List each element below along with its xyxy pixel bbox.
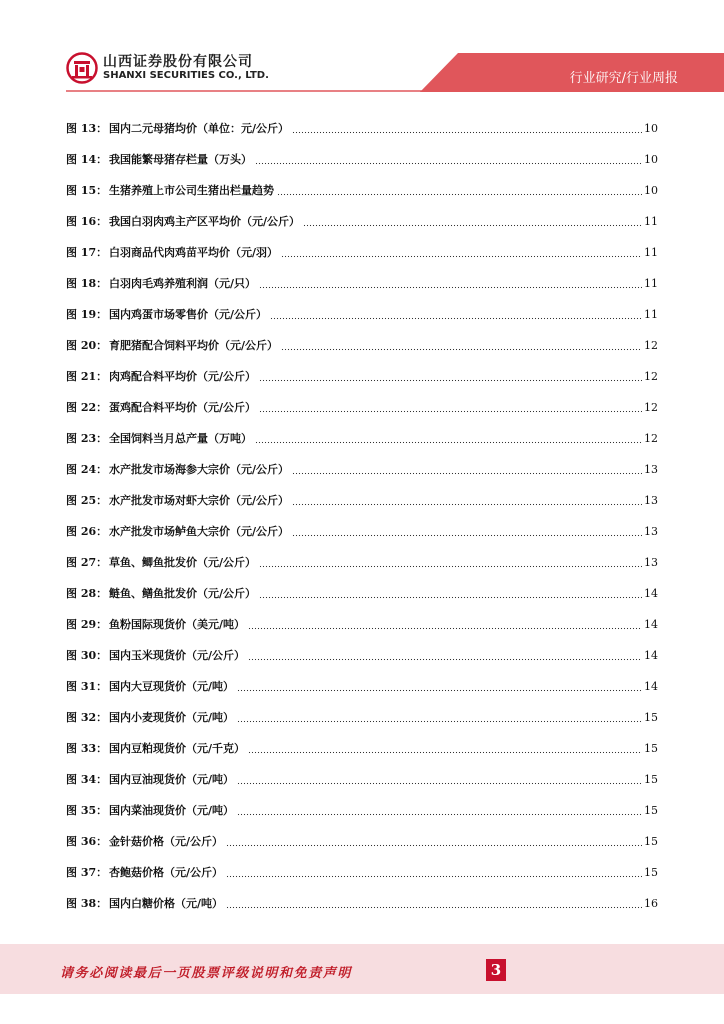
toc-title: 全国饲料当月总产量（万吨）: [109, 432, 252, 445]
toc-entry[interactable]: [66, 229, 658, 260]
toc-entry[interactable]: [66, 198, 658, 229]
toc-leader-dots: [237, 773, 642, 785]
toc-entry[interactable]: [66, 384, 658, 415]
toc-leader-dots: [292, 463, 642, 475]
toc-title: 育肥猪配合饲料平均价（元/公斤）: [109, 339, 279, 352]
toc-page-number: 12: [644, 401, 658, 414]
toc-leader-dots: [255, 432, 642, 444]
toc-title: 白羽商品代肉鸡苗平均价（元/羽）: [109, 246, 279, 259]
toc-entry[interactable]: [66, 353, 658, 384]
toc-entry[interactable]: [66, 136, 658, 167]
toc-leader-dots: [270, 308, 642, 320]
toc-figure-label: 图 33：: [66, 742, 108, 755]
toc-figure-label: 图 17：: [66, 246, 108, 259]
toc-title: 我国白羽肉鸡主产区平均价（元/公斤）: [109, 215, 301, 228]
toc-entry[interactable]: [66, 818, 658, 849]
toc-page-number: 14: [644, 649, 658, 662]
toc-entry[interactable]: [66, 291, 658, 322]
toc-figure-label: 图 35：: [66, 804, 108, 817]
toc-leader-dots: [259, 556, 642, 568]
toc-figure-label: 图 22：: [66, 401, 108, 414]
toc-entry[interactable]: [66, 167, 658, 198]
toc-figure-label: 图 14：: [66, 153, 108, 166]
toc-leader-dots: [303, 215, 642, 227]
toc-title: 白羽肉毛鸡养殖利润（元/只）: [109, 277, 257, 290]
toc-page-number: 14: [644, 587, 658, 600]
toc-figure-label: 图 16：: [66, 215, 108, 228]
toc-title: 鲢鱼、鳝鱼批发价（元/公斤）: [109, 587, 257, 600]
toc-leader-dots: [248, 618, 642, 630]
toc-title: 国内玉米现货价（元/公斤）: [109, 649, 246, 662]
toc-title: 金针菇价格（元/公斤）: [109, 835, 224, 848]
toc-title: 国内鸡蛋市场零售价（元/公斤）: [109, 308, 268, 321]
toc-title: 杏鲍菇价格（元/公斤）: [109, 866, 224, 879]
toc-page-number: 15: [644, 835, 658, 848]
toc-entry[interactable]: [66, 725, 658, 756]
toc-title: 肉鸡配合料平均价（元/公斤）: [109, 370, 257, 383]
toc-entry[interactable]: [66, 477, 658, 508]
toc-page-number: 12: [644, 432, 658, 445]
toc-title: 国内豆粕现货价（元/千克）: [109, 742, 246, 755]
toc-figure-label: 图 25：: [66, 494, 108, 507]
toc-page-number: 15: [644, 711, 658, 724]
toc-page-number: 12: [644, 339, 658, 352]
toc-page-number: 13: [644, 463, 658, 476]
toc-page-number: 11: [644, 215, 658, 228]
report-type: 行业研究/行业周报: [569, 71, 678, 86]
toc-figure-label: 图 31：: [66, 680, 108, 693]
disclaimer-text: 请务必阅读最后一页股票评级说明和免责声明: [60, 966, 353, 981]
toc-figure-label: 图 32：: [66, 711, 108, 724]
toc-title: 国内白糖价格（元/吨）: [109, 897, 224, 910]
page-header: [0, 0, 724, 92]
toc-leader-dots: [259, 370, 642, 382]
toc-figure-label: 图 27：: [66, 556, 108, 569]
toc-entry[interactable]: [66, 570, 658, 601]
toc-entry[interactable]: [66, 756, 658, 787]
toc-page-number: 11: [644, 308, 658, 321]
toc-leader-dots: [237, 804, 642, 816]
toc-figure-label: 图 38：: [66, 897, 108, 910]
toc-leader-dots: [292, 122, 642, 134]
toc-figure-label: 图 13：: [66, 122, 108, 135]
toc-figure-label: 图 20：: [66, 339, 108, 352]
toc-leader-dots: [237, 711, 642, 723]
toc-page-number: 12: [644, 370, 658, 383]
toc-title: 草鱼、鲫鱼批发价（元/公斤）: [109, 556, 257, 569]
toc-page-number: 13: [644, 556, 658, 569]
toc-title: 生猪养殖上市公司生猪出栏量趋势: [109, 184, 274, 197]
toc-entry[interactable]: [66, 787, 658, 818]
toc-page-number: 13: [644, 494, 658, 507]
toc-page-number: 11: [644, 246, 658, 259]
toc-figure-label: 图 19：: [66, 308, 108, 321]
toc-leader-dots: [281, 246, 642, 258]
toc-page-number: 16: [644, 897, 658, 910]
toc-page-number: 14: [644, 618, 658, 631]
toc-entry[interactable]: [66, 508, 658, 539]
toc-leader-dots: [281, 339, 642, 351]
toc-entry[interactable]: [66, 694, 658, 725]
toc-figure-label: 图 18：: [66, 277, 108, 290]
toc-title: 国内大豆现货价（元/吨）: [109, 680, 235, 693]
toc-page-number: 14: [644, 680, 658, 693]
toc-leader-dots: [226, 835, 642, 847]
toc-page-number: 15: [644, 866, 658, 879]
toc-entry[interactable]: [66, 601, 658, 632]
toc-entry[interactable]: [66, 415, 658, 446]
toc-entry[interactable]: [66, 539, 658, 570]
toc-title: 国内菜油现货价（元/吨）: [109, 804, 235, 817]
toc-title: 国内二元母猪均价（单位：元/公斤）: [109, 122, 290, 135]
toc-leader-dots: [226, 897, 642, 909]
toc-leader-dots: [259, 587, 642, 599]
toc-entry[interactable]: [66, 849, 658, 880]
toc-title: 水产批发市场海参大宗价（元/公斤）: [109, 463, 290, 476]
toc-page-number: 10: [644, 184, 658, 197]
toc-leader-dots: [259, 277, 642, 289]
toc-page-number: 10: [644, 153, 658, 166]
company-name-cn: 山西证券股份有限公司: [103, 54, 253, 70]
toc-figure-label: 图 24：: [66, 463, 108, 476]
toc-page-number: 15: [644, 804, 658, 817]
toc-title: 水产批发市场鲈鱼大宗价（元/公斤）: [109, 525, 290, 538]
company-name-en: SHANXI SECURITIES CO., LTD.: [103, 70, 269, 81]
toc-entry[interactable]: [66, 663, 658, 694]
toc-figure-label: 图 36：: [66, 835, 108, 848]
toc-figure-label: 图 26：: [66, 525, 108, 538]
toc-entry[interactable]: [66, 260, 658, 291]
toc-entry[interactable]: [66, 446, 658, 477]
figure-index: [66, 105, 658, 911]
toc-leader-dots: [226, 866, 642, 878]
toc-page-number: 15: [644, 773, 658, 786]
toc-title: 国内小麦现货价（元/吨）: [109, 711, 235, 724]
toc-leader-dots: [255, 153, 642, 165]
toc-title: 国内豆油现货价（元/吨）: [109, 773, 235, 786]
page-footer: [0, 944, 724, 994]
company-logo-icon: [66, 52, 98, 84]
toc-figure-label: 图 21：: [66, 370, 108, 383]
toc-entry[interactable]: [66, 322, 658, 353]
toc-leader-dots: [248, 742, 642, 754]
toc-entry[interactable]: [66, 632, 658, 663]
toc-figure-label: 图 34：: [66, 773, 108, 786]
toc-leader-dots: [277, 184, 642, 196]
toc-page-number: 15: [644, 742, 658, 755]
toc-leader-dots: [259, 401, 642, 413]
toc-title: 蛋鸡配合料平均价（元/公斤）: [109, 401, 257, 414]
toc-title: 水产批发市场对虾大宗价（元/公斤）: [109, 494, 290, 507]
toc-figure-label: 图 30：: [66, 649, 108, 662]
toc-leader-dots: [248, 649, 642, 661]
toc-page-number: 10: [644, 122, 658, 135]
toc-page-number: 11: [644, 277, 658, 290]
toc-figure-label: 图 23：: [66, 432, 108, 445]
toc-title: 鱼粉国际现货价（美元/吨）: [109, 618, 246, 631]
toc-leader-dots: [292, 525, 642, 537]
page-number: 3: [486, 959, 506, 981]
toc-page-number: 13: [644, 525, 658, 538]
toc-figure-label: 图 28：: [66, 587, 108, 600]
toc-figure-label: 图 15：: [66, 184, 108, 197]
toc-leader-dots: [292, 494, 642, 506]
toc-figure-label: 图 37：: [66, 866, 108, 879]
toc-entry[interactable]: [66, 105, 658, 136]
toc-figure-label: 图 29：: [66, 618, 108, 631]
toc-title: 我国能繁母猪存栏量（万头）: [109, 153, 252, 166]
toc-entry[interactable]: [66, 880, 658, 911]
toc-leader-dots: [237, 680, 642, 692]
